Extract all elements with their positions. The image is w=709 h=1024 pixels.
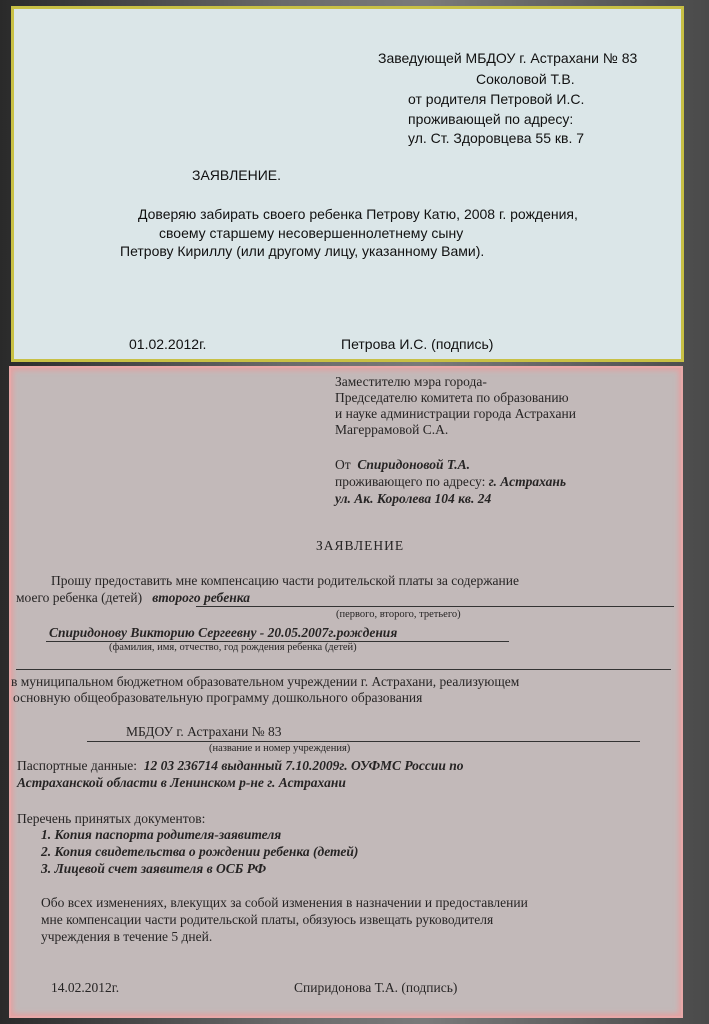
- from-name: Спиридоновой Т.А.: [357, 457, 471, 472]
- paragraph-2-line-2: основную общеобразовательную программу дошкольного образования: [13, 690, 423, 705]
- paragraph-3-line-1: Обо всех изменениях, влекущих за собой изменения в назначении и предоставлении: [41, 895, 528, 910]
- residence-line: [335, 474, 566, 490]
- underline: [196, 606, 674, 607]
- body-line-2: своему старшему несовершеннолетнему сыну: [159, 225, 464, 241]
- from-line: от родителя Петровой И.С.: [408, 91, 585, 107]
- child-count-value: второго ребенка: [152, 590, 251, 605]
- residence-city: г. Астрахань: [488, 474, 567, 489]
- paragraph-1-line-2: [16, 590, 250, 606]
- child-count-prefix: моего ребенка (детей): [16, 590, 143, 605]
- residence-label: проживающей по адресу:: [408, 111, 574, 127]
- paragraph-3-line-3: учреждения в течение 5 дней.: [41, 929, 213, 944]
- scanned-application-card: [11, 368, 681, 1016]
- from-prefix: От: [335, 457, 351, 472]
- documents-title: Перечень принятых документов:: [17, 811, 206, 826]
- paragraph-3-line-2: мне компенсации части родительской платы, обязуюсь извещать руководителя: [41, 912, 494, 927]
- from-line: [335, 457, 470, 473]
- document-list-item: 1. Копия паспорта родителя-заявителя: [41, 827, 282, 842]
- document-list-item: 3. Лицевой счет заявителя в ОСБ РФ: [41, 861, 267, 876]
- child-full-name: Спиридонову Викторию Сергеевну - 20.05.2007г.рождения: [49, 625, 398, 640]
- signature: Спиридонова Т.А. (подпись): [294, 980, 458, 995]
- residence-prefix: проживающего по адресу:: [335, 474, 486, 489]
- institution-name: МБДОУ г. Астрахани № 83: [126, 724, 282, 739]
- document-title: ЗАЯВЛЕНИЕ: [316, 538, 405, 553]
- document-list-item: 2. Копия свидетельства о рождении ребенка (детей): [41, 844, 359, 859]
- passport-line-1: [17, 758, 464, 774]
- underline: [16, 669, 671, 670]
- body-line-1: Доверяю забирать своего ребенка Петрову Катю, 2008 г. рождения,: [138, 206, 578, 222]
- passport-prefix: Паспортные данные:: [17, 758, 137, 773]
- signature: Петрова И.С. (подпись): [341, 336, 494, 352]
- hint-institution: (название и номер учреждения): [209, 743, 351, 754]
- addressee-line-3: и науке администрации города Астрахани: [335, 406, 576, 421]
- addressee-name: Соколовой Т.В.: [476, 71, 575, 87]
- addressee-line-2: Председателю комитета по образованию: [335, 390, 569, 405]
- hint-child-order: (первого, второго, третьего): [336, 609, 461, 620]
- date: 01.02.2012г.: [129, 336, 207, 352]
- addressee-name: Магеррамовой С.А.: [335, 422, 449, 437]
- residence-address: ул. Ст. Здоровцева 55 кв. 7: [408, 130, 585, 146]
- passport-line-2: Астраханской области в Ленинском р-не г. Астрахани: [17, 775, 346, 790]
- body-line-3: Петрову Кириллу (или другому лицу, указанному Вами).: [120, 243, 485, 259]
- residence-street: ул. Ак. Королева 104 кв. 24: [335, 491, 492, 506]
- handwritten-style-application-card: [11, 6, 684, 362]
- document-title: ЗАЯВЛЕНИЕ.: [192, 167, 282, 183]
- paragraph-1-line-1: Прошу предоставить мне компенсацию части родительской платы за содержание: [51, 573, 519, 588]
- paragraph-2-line-1: в муниципальном бюджетном образовательном учреждении г. Астрахани, реализующем: [11, 674, 520, 689]
- addressee-line: Заведующей МБДОУ г. Астрахани № 83: [378, 50, 638, 66]
- underline: [87, 741, 640, 742]
- passport-value: 12 03 236714 выданный 7.10.2009г. ОУФМС России по: [143, 758, 464, 773]
- addressee-line-1: Заместителю мэра города-: [335, 374, 487, 389]
- date: 14.02.2012г.: [51, 980, 120, 995]
- hint-child-name: (фамилия, имя, отчество, год рождения ребенка (детей): [109, 642, 357, 653]
